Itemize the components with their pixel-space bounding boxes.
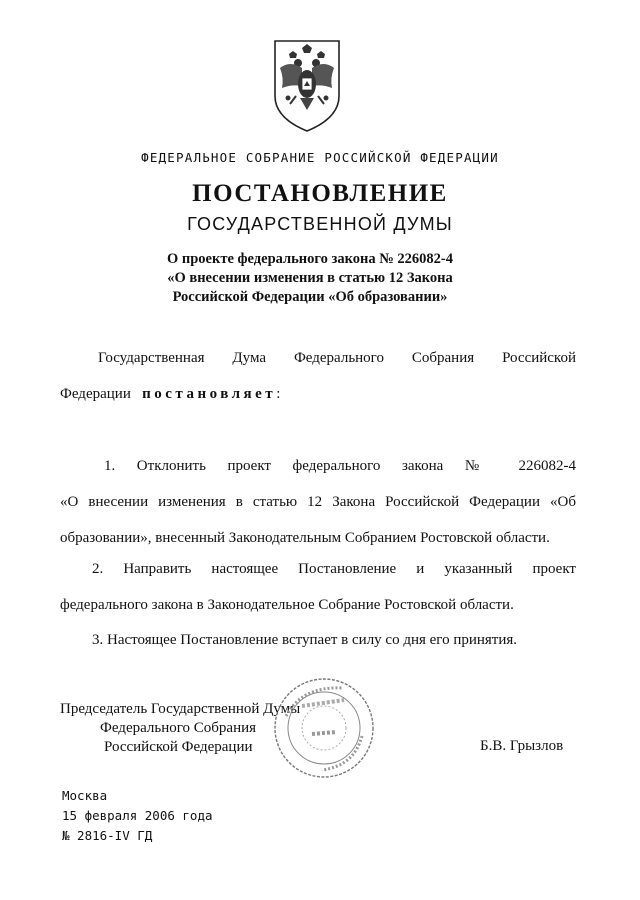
preamble-text: Федерации (60, 386, 131, 402)
assembly-name: ФЕДЕРАЛЬНОЕ СОБРАНИЕ РОССИЙСКОЙ ФЕДЕРАЦИИ (141, 150, 499, 165)
signatory-title-line: Федерального Собрания (100, 720, 257, 736)
document-type: ПОСТАНОВЛЕНИЕ (192, 180, 448, 207)
document-footer (62, 786, 213, 846)
item-line: федерального закона в Законодательное Собрание Ростовской области. (60, 597, 514, 613)
document-subject (150, 250, 470, 307)
signatory-title-line: Российской Федерации (104, 739, 253, 755)
coat-of-arms-emblem (272, 38, 342, 134)
subject-line: О проекте федерального закона № 226082-4 (166, 251, 454, 267)
issuing-body: ГОСУДАРСТВЕННОЙ ДУМЫ (187, 214, 453, 234)
preamble (60, 340, 576, 412)
signatory-title (60, 700, 300, 757)
item-line: «О внесении изменения в статью 12 Закона Российской Федерации «Об (60, 494, 576, 510)
resolution-item-1 (60, 448, 576, 556)
official-stamp (272, 676, 376, 780)
document-number: № 2816-IV ГД (62, 828, 153, 843)
item-line: образовании», внесенный Законодательным Собранием Ростовской области. (60, 530, 550, 546)
signatory-name: Б.В. Грызлов (480, 738, 564, 754)
preamble-line: Государственная Дума Федерального Собрания Российской (98, 350, 576, 366)
signatory-title-line: Председатель Государственной Думы (60, 701, 301, 717)
item-line: 2. Направить настоящее Постановление и указанный проект (92, 561, 576, 577)
colon: : (276, 386, 281, 402)
resolution-verb: постановляет (142, 386, 277, 402)
resolution-item-3 (60, 622, 576, 658)
subject-line: Российской Федерации «Об образовании» (172, 289, 448, 305)
item-line: 3. Настоящее Постановление вступает в силу со дня его принятия. (92, 632, 518, 648)
subject-line: «О внесении изменения в статью 12 Закона (167, 270, 453, 286)
resolution-item-2 (60, 551, 576, 623)
item-line: 1. Отклонить проект федерального закона № 226082-4 (104, 458, 576, 474)
preamble-line (60, 376, 576, 412)
signing-date: 15 февраля 2006 года (62, 808, 213, 823)
place-of-signing: Москва (62, 788, 108, 803)
